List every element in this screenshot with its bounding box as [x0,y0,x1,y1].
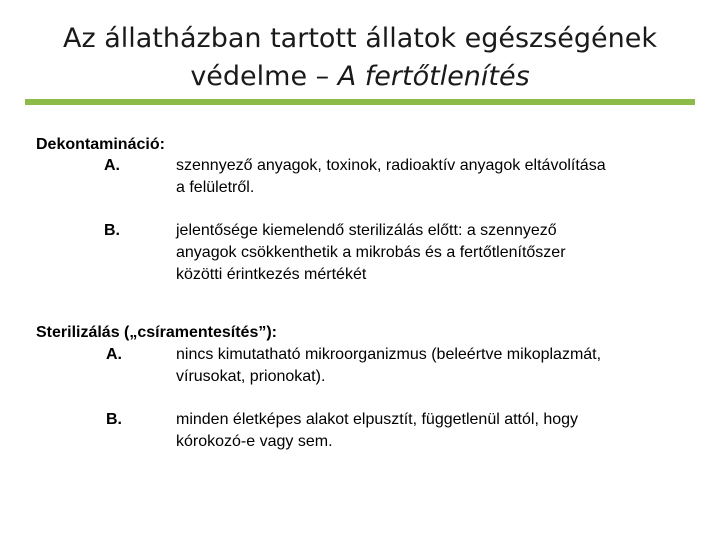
decontamination-item-a-text [176,155,676,199]
text-line: anyagok csökkenthetik a mikrobás és a fertőtlenítőszer [176,244,566,261]
sterilization-item-a-text [176,344,676,388]
title-line-2-normal: védelme – [190,61,338,92]
text-line: kórokozó-e vagy sem. [176,433,333,450]
text-line: a felületről. [176,179,255,196]
sterilization-item-b-text [176,409,676,453]
text-line: jelentősége kiemelendő sterilizálás előtt: a szennyező [176,222,557,239]
sterilization-item-a-letter: A. [106,346,122,363]
decontamination-item-b-letter: B. [104,222,120,239]
title-line-1: Az állatházban tartott állatok egészségének [62,23,657,54]
sterilization-item-b-letter: B. [106,411,122,428]
text-line: vírusokat, prionokat). [176,368,326,385]
section-heading-decontamination: Dekontamináció: [36,136,165,153]
decontamination-item-a-letter: A. [104,157,120,174]
section-heading-sterilization: Sterilizálás („csíramentesítés”): [36,324,277,341]
text-line: szennyező anyagok, toxinok, radioaktív anyagok eltávolítása [176,157,606,174]
text-line: minden életképes alakot elpusztít, függetlenül attól, hogy [176,411,579,428]
title-line-2 [30,58,690,96]
text-line: közötti érintkezés mértékét [176,266,367,283]
slide-title [30,20,690,96]
text-line: nincs kimutatható mikroorganizmus (beleértve mikoplazmát, [176,346,602,363]
title-divider [25,99,695,105]
decontamination-item-b-text [176,220,676,286]
title-line-2-italic: A fertőtlenítés [337,61,530,92]
